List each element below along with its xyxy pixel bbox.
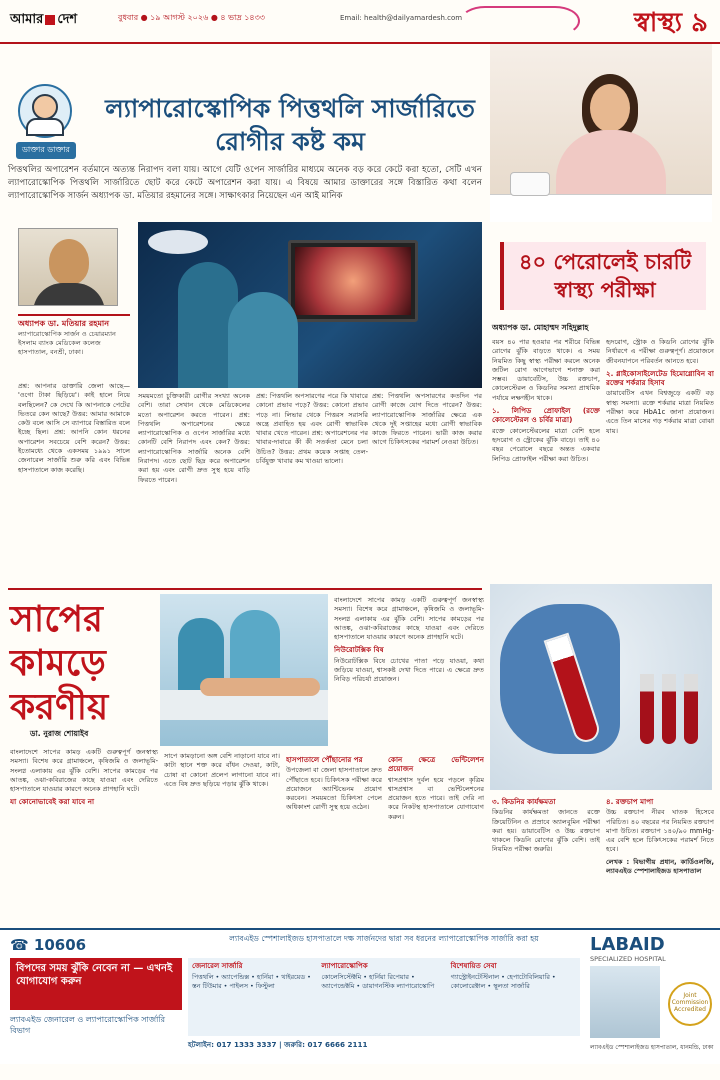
doctor-face-icon <box>32 94 58 120</box>
test-2-text: ডায়াবেটিস এখন বিশ্বজুড়ে একটি বড় স্বাস্থ্য সমস্যা। রক্তে শর্করার মাত্রা নিয়মিত পরীক্ষা করে HbA1c জানা প্রয়োজন। এতে তিন মাসের গড় শর্করার মাত্রা বোঝা যায়। <box>606 389 714 435</box>
monitor-screen <box>295 247 411 315</box>
health-column-1 <box>492 338 600 582</box>
ad-service-body: পিত্তথলি • অ্যাপেন্ডিক্স • হার্নিয়া • থাইরয়েড • স্তন টিউমার • পাইলস • ফিস্টুলা <box>192 973 311 990</box>
dont-do-heading: যা কোনোভাবেই করা যাবে না <box>10 797 95 807</box>
labaid-logo[interactable] <box>590 934 716 962</box>
hospital-text: উপজেলা বা জেলা হাসপাতালে দ্রুত পৌঁছাতে হবে। চিকিৎসক পরীক্ষা করে প্রয়োজনে অ্যান্টিভেনম প্রয়োগ করবেন। সময়মতো চিকিৎসা পেলে অধিকাংশ রোগী সুস্থ হয়ে ওঠেন। <box>286 766 382 812</box>
decorative-swirl-icon <box>460 6 580 36</box>
hospital-heading: হাসপাতালে পৌঁছানোর পর <box>286 755 363 764</box>
ad-service-title: বিশেষায়িত সেবা <box>450 962 497 970</box>
author-name: অধ্যাপক ডা. মতিয়ার রহমান <box>18 314 130 331</box>
doctor-coat-icon <box>26 118 64 136</box>
ad-phone-numbers[interactable]: হটলাইন: 017 1333 3337 | জরুরি: 017 6666 2111 <box>188 1040 368 1049</box>
laparoscopy-monitor <box>288 240 418 322</box>
snakebite-column-1 <box>10 748 158 924</box>
ad-service-title: জেনারেল সার্জারি <box>192 962 243 970</box>
health-column-4 <box>606 794 714 924</box>
ad-surgeons-photo <box>590 966 660 1038</box>
ad-service-body: গ্যাস্ট্রোইনটেস্টিনাল • হেপাটোবিলিয়ারি • কোলোরেক্টাল • স্থূলতা সার্জারি <box>450 973 556 990</box>
blood-tube-icon <box>662 674 676 744</box>
ad-service-title: ল্যাপারোস্কোপিক <box>321 962 368 970</box>
snakebite-headline[interactable]: সাপের কামড়ে করণীয় <box>10 599 109 728</box>
ad-services-table <box>188 958 580 1036</box>
accreditation-seal-icon: Joint Commission Accredited <box>668 982 712 1026</box>
logo-left: আমার <box>10 12 44 27</box>
test-4-text: উচ্চ রক্তচাপ নীরব ঘাতক হিসেবে পরিচিত। ৪০ বছরের পর নিয়মিত রক্তচাপ মাপা উচিত। রক্তচাপ ১৪০/৯০ mmHg-এর বেশি হলে চিকিৎসকের পরামর্শ নিতে হবে। <box>606 808 714 854</box>
snake-col1-text: বাংলাদেশে সাপের কামড় একটি গুরুত্বপূর্ণ জনস্বাস্থ্য সমস্যা। বিশেষ করে গ্রামাঞ্চলে, কৃষিজমি ও জলাভূমি-সংলগ্ন এলাকায় এর ঝুঁকি বেশি। সাপের কামড়ের পর আতঙ্ক, ওঝা-কবিরাজের কাছে যাওয়া এবং দেরিতে হাসপাতালে যাওয়ার কারণে অনেক প্রাণহানি ঘটে। <box>10 748 158 794</box>
interview-column-3: প্রশ্ন: পিত্তথলি অপসারণের পরে কি খাবারে কোনো প্রভাব পড়ে? উত্তর: কোনো প্রভাব পড়ে না। লিভার থেকে পিত্তরস সরাসরি অন্ত্রে প্রবাহিত হয় এবং রোগী স্বাভাবিক খাবার খেতে পারেন। প্রশ্ন: অপারেশনের পর খাবার-দাবারে কী কী সতর্কতা মেনে চলা উচিত? উত্তর: প্রথম কয়েক সপ্তাহ তেল-চর্বিযুক্ত খাবার কম খাওয়া ভালো। <box>256 392 368 466</box>
surgical-light <box>148 230 208 254</box>
dont-do-text: সাপে কামড়ানো অঙ্গ বেশি নাড়ানো যাবে না। কাটা স্থানে শক্ত করে বাঁধন দেওয়া, কাটা, চোষা বা কোনো প্রলেপ লাগানো যাবে না। এতে বিষ দ্রুত ছড়িয়ে পড়ার ঝুঁকি থাকে। <box>164 752 280 788</box>
ad-address: ল্যাবএইড স্পেশালাইজড হাসপাতাল, ধানমন্ডি, ঢাকা <box>590 1044 714 1051</box>
ad-service-col <box>451 962 576 1032</box>
emergency-ward-photo <box>160 594 328 746</box>
neurotoxic-text: নিউরোটক্সিক বিষে চোখের পাতা পড়ে যাওয়া, কথা জড়িয়ে যাওয়া, শ্বাসকষ্ট দেখা দিতে পারে। এ ক্ষেত্রে দ্রুত নিবিড় পরিচর্যা প্রয়োজন। <box>334 656 484 684</box>
neurotoxic-heading: নিউরোটক্সিক বিষ <box>334 645 384 655</box>
interview-column-2: সময়মতো চুক্তিকারী রোগীর সংখ্যা অনেক বেশি। তারা সেখান থেকে মেডিকেলের মতো অপারেশন করতে পারেন। প্রশ্ন: পিত্তথলি অপারেশনের ক্ষেত্রে ল্যাপারোস্কোপিক ও ওপেন সার্জারির মধ্যে কোনটি বেশি নিরাপদ এবং কেন? উত্তর: ল্যাপারোস্কোপিক সার্জারি অনেক বেশি নিরাপদ। এতে ছোট ছিদ্র করে অপারেশন করা হয় এবং রোগী দ্রুত সুস্থ হয়ে বাড়ি ফিরতে পারেন। <box>138 392 250 484</box>
author-body <box>33 283 105 306</box>
health-column-2 <box>606 338 714 582</box>
health-tests-byline: অধ্যাপক ডা. মোহাম্মদ সহিদুল্লাহ <box>492 323 589 332</box>
ad-service-col <box>321 962 446 1032</box>
woman-face <box>590 84 630 132</box>
surgery-photo <box>138 222 482 388</box>
issue-date: বুধবার ● ১৯ আগস্ট ২০২৬ ● ৪ ভাদ্র ১৪৩৩ <box>118 13 266 22</box>
bp-monitor-icon <box>510 172 550 196</box>
patient-figure <box>200 678 320 696</box>
logo-subtitle: SPECIALIZED HOSPITAL <box>590 955 666 963</box>
section-email[interactable]: Email: health@dailyamardesh.com <box>340 14 463 22</box>
ad-hotline[interactable]: ☎ 10606 <box>10 936 87 954</box>
hospital-advertisement[interactable] <box>0 928 720 1064</box>
ad-red-banner: বিপদের সময় ঝুঁকি নেবেন না — এখনই যোগাযোগ করুন <box>10 958 182 1010</box>
masthead <box>0 0 720 44</box>
snakebite-byline: ডা. নুরাজ শোয়াইব <box>30 729 89 738</box>
assistant-figure <box>228 292 298 388</box>
interview-column-1: প্রশ্ন: আপনার ডাক্তারি জেলা আছে— 'ওগো টাকা ছিড়িয়ে'। কাই হালে নিয়ে বলছিলেন? কে দেখে কি আপনাকে পেটের ভিতরে কেন আছে? উত্তর: আমার আমাকে কেউ বলে আসি সে ব্যাপারে বিস্তারিত বলে ইচ্ছে ছিল। প্রশ্ন: আপনি কোন ধরনের অপারেশন সবচেয়ে বেশি করেন? উত্তর: ইতোমধ্যে থেকে একসময় ১৯৯১ সালে জেনারেল সার্জারি শুরু করি এবং বিভিন্ন হাসপাতালে কাজ করেছি। <box>18 382 130 474</box>
interview-column-4: প্রশ্ন: পিত্তথলি অপসারণের কতদিন পর রোগী কাজে যোগ দিতে পারেন? উত্তর: ল্যাপারোস্কোপিক সার্জারির ক্ষেত্রে এক থেকে দুই সপ্তাহের মধ্যে রোগী স্বাভাবিক কাজে ফিরতে পারেন। ভারী কাজ করার আগে চিকিৎসকের পরামর্শ নেওয়া উচিত। <box>372 392 482 447</box>
test-3-heading: ৩. কিডনির কার্যক্ষমতা <box>492 797 556 806</box>
ventilation-text: শ্বাসপ্রশ্বাস দুর্বল হয়ে পড়লে কৃত্রিম শ্বাসপ্রশ্বাস বা ভেন্টিলেশনের প্রয়োজন হতে পারে। তাই দেরি না করে নিকটস্থ হাসপাতালে যোগাযোগ করুন। <box>388 775 484 821</box>
hotline-number: 10606 <box>33 936 87 954</box>
health-column-3 <box>492 794 600 924</box>
ad-department: ল্যাবএইড জেনারেল ও ল্যাপারোস্কোপিক সার্জারি বিভাগ <box>10 1015 165 1035</box>
test-4-heading: ৪. রক্তচাপ মাপা <box>606 797 654 806</box>
snakebite-column-4 <box>388 752 484 924</box>
snakebite-column-top <box>334 596 484 748</box>
health-col2-text: হৃদরোগ, স্ট্রোক ও কিডনি রোগের ঝুঁকি নির্ধারণে এ পরীক্ষা গুরুত্বপূর্ণ। প্রয়োজনে জীবনযাপনে পরিবর্তন আনতে হবে। <box>606 338 714 365</box>
health-col1-text: বয়স ৪০ পার হওয়ার পর শরীরে বিভিন্ন রোগের ঝুঁকি বাড়তে থাকে। এ সময় নিয়মিত কিছু স্বাস্থ্য পরীক্ষা করলে অনেক জটিল রোগ আগেভাগে শনাক্ত করা সম্ভব। ডায়াবেটিস, উচ্চ রক্তচাপ, কোলেস্টেরল ও কিডনির সমস্যা প্রাথমিক পর্যায়ে লক্ষণহীন থাকে। <box>492 338 600 402</box>
snakebite-column-3 <box>286 752 382 924</box>
snake-intro-text: বাংলাদেশে সাপের কামড় একটি গুরুত্বপূর্ণ জনস্বাস্থ্য সমস্যা। বিশেষ করে গ্রামাঞ্চলে, কৃষিজমি ও জলাভূমি-সংলগ্ন এলাকায় এর ঝুঁকি বেশি। সাপের কামড়ের পর আতঙ্ক, ওঝা-কবিরাজের কাছে যাওয়া এবং দেরিতে হাসপাতালে যাওয়ার কারণে অনেক প্রাণহানি ঘটে। <box>334 596 484 642</box>
table-surface <box>490 194 712 222</box>
test-3-text: কিডনির কার্যক্ষমতা জানতে রক্তে ক্রিয়েটিনিন ও প্রস্রাবে অ্যালবুমিন পরীক্ষা করা হয়। ডায়াবেটিস ও উচ্চ রক্তচাপ থাকলে কিডনি রোগের ঝুঁকি বেশি। তাই নিয়মিত পরীক্ষা জরুরি। <box>492 808 600 854</box>
logo-text: LABAID <box>590 934 665 955</box>
badge-label: ডাক্তার ডাক্তার <box>16 142 76 159</box>
woman-blood-pressure-photo <box>490 44 712 222</box>
blood-sample-photo <box>490 584 712 790</box>
ad-header: ল্যাবএইড স্পেশালাইজড হাসপাতালে দক্ষ সার্জনদের দ্বারা সব ধরনের ল্যাপারোস্কোপিক সার্জারি করা হয় <box>229 934 539 943</box>
health-tests-headline[interactable]: ৪০ পেরোলেই চারটি স্বাস্থ্য পরীক্ষা <box>500 242 706 310</box>
ad-service-col <box>192 962 317 1032</box>
ventilation-heading: কোন ক্ষেত্রে ভেন্টিলেশন প্রয়োজন <box>388 755 484 774</box>
author-note: লেখক : বিভাগীয় প্রধান, কার্ডিওলজি, ল্যাবএইড স্পেশালাইজড হাসপাতাল <box>606 857 714 876</box>
doctor-badge <box>8 84 82 158</box>
section-title: স্বাস্থ্য ৯ <box>633 8 708 38</box>
author-head <box>49 239 89 285</box>
lead-intro: পিত্তথলির অপারেশন বর্তমানে অত্যন্ত নিরাপদ বলা যায়। আগে যেটি ওপেন সার্জারির মাধ্যমে অনেক বড় করে কেটে করা হতো, সেটি এখন ল্যাপারোস্কোপিক পিত্তথলি সার্জারিতে ছোট করে কেটে অপারেশন করা যায়। এ বিষয়ে আমার ডাক্তারের সঙ্গে বিস্তারিত কথা বলেন ল্যাপারোস্কোপিক সার্জন অধ্যাপক ডা. মতিয়ার রহমানের সঙ্গে। সাক্ষাৎকার নিয়েছেন এন আই মানিক <box>8 165 482 201</box>
test-1-heading: ১. লিপিড প্রোফাইল (রক্তে কোলেস্টেরল ও চর্বির মাত্রা) <box>492 406 600 425</box>
blood-tube-icon <box>640 674 654 744</box>
newspaper-logo[interactable] <box>10 10 77 31</box>
lead-headline[interactable]: ল্যাপারোস্কোপিক পিত্তথলি সার্জারিতে রোগীর কষ্ট কম <box>105 94 475 156</box>
ad-service-body: কোলেসিস্টেক্টমি • হার্নিয়া রিপেয়ার • অ্যাপেন্ডেক্টমি • ডায়াগনস্টিক ল্যাপারোস্কোপি <box>321 973 435 990</box>
test-1-text: রক্তে কোলেস্টেরলের মাত্রা বেশি হলে হৃদরোগ ও স্ট্রোকের ঝুঁকি বাড়ে। তাই ৪০ বছর পেরোলে বছরে অন্তত একবার লিপিড প্রোফাইল পরীক্ষা করা উচিত। <box>492 426 600 463</box>
snakebite-column-2 <box>164 752 280 924</box>
author-photo <box>18 228 118 306</box>
logo-box-icon <box>45 15 55 25</box>
logo-right: দেশ <box>57 12 78 27</box>
test-2-heading: ২. গ্লাইকোসাইলেটেড হিমোগ্লোবিন বা রক্তের শর্করার হিসাব <box>606 368 714 388</box>
blood-tube-icon <box>684 674 698 744</box>
section-divider <box>8 588 482 590</box>
author-description: ল্যাপারোস্কোপিক সার্জন ও চেয়ারম্যান ইসলাম ব্যাংক মেডিকেল কলেজ হাসপাতাল, বনশ্রী, ঢাকা। <box>18 330 116 356</box>
